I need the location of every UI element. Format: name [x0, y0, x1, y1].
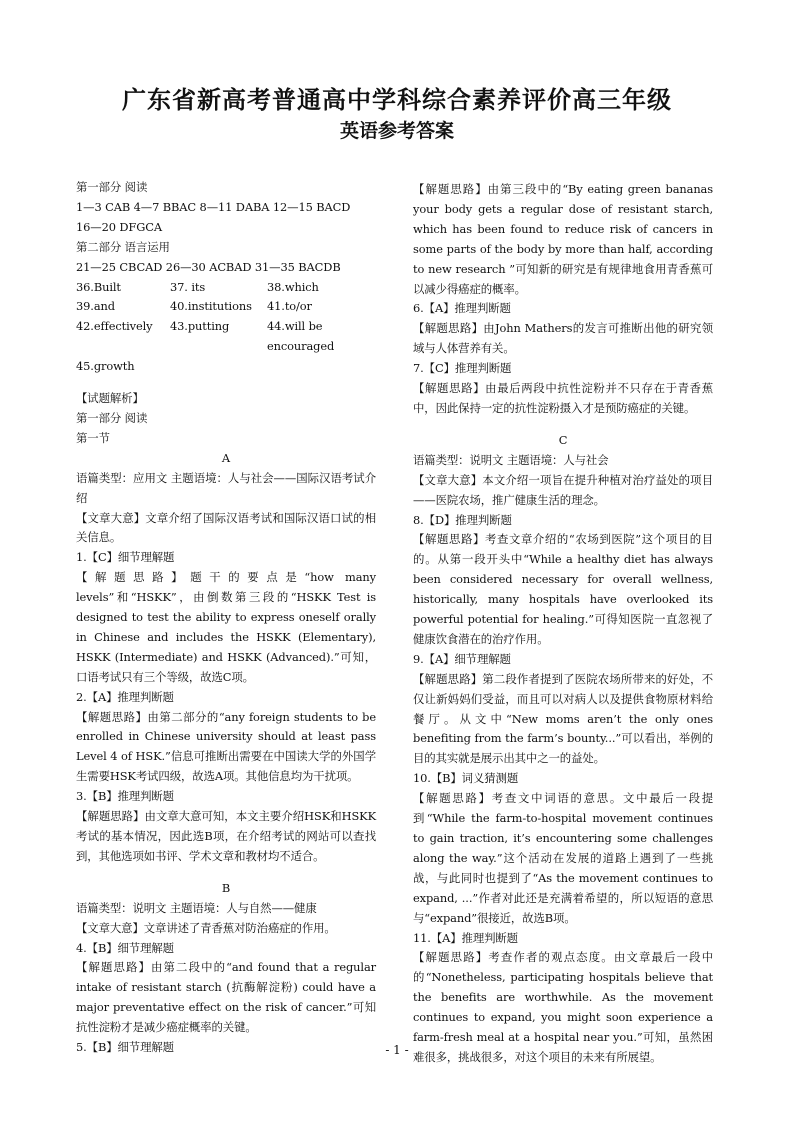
- passage-b-type: 语篇类型：说明文 主题语境：人与自然——健康: [76, 900, 317, 915]
- answers-part2-heading: 第二部分 语言运用: [76, 239, 170, 254]
- question-explanation: 【解题思路】第二段作者提到了医院农场所带来的好处，不仅让新妈妈们受益，而且可以对病人以及提供食物原材料给餐厅。从文中“New moms aren’t the only ones benefiting from the farm’s bounty...”可以看出，举例的目的其实就是展示出其中之一的益处。: [413, 671, 713, 766]
- fill-answer: 40.institutions: [170, 299, 252, 314]
- right-column: [413, 180, 713, 1068]
- question-explanation: 【解题思路】题干的要点是“how many levels”和“HSKK”，由倒数第三段的“HSKK Test is designed to test the ability to express oneself orally in Chinese and includes the HSKK (Elementary), HSKK (Intermediate) and HSKK (Advanced).”可知，口语考试只有三个等级，故选C项。: [76, 570, 376, 684]
- passage-c-label: C: [558, 432, 568, 447]
- analysis-section: 第一节: [76, 430, 110, 445]
- fill-answer: 36.Built: [76, 279, 121, 294]
- fill-answers-row: [76, 317, 376, 357]
- question-answer: 1.【C】细节理解题: [76, 550, 175, 565]
- fill-answer: 43.putting: [170, 319, 230, 334]
- answers-part1-line: 1—3 CAB 4—7 BBAC 8—11 DABA 12—15 BACD: [76, 199, 351, 214]
- question-explanation: 【解题思路】由第三段中的“By eating green bananas your body gets a regular dose of resistant starch, which has been found to reduce risk of cancers in some parts of the body by more than half, according to new research ”可知新的研究是有规律地食用青香蕉可以减少得癌症的概率。: [413, 182, 713, 296]
- question-explanation: 【解题思路】由John Mathers的发言可推断出他的研究领域与人体营养有关。: [413, 321, 713, 356]
- question-explanation: 【解题思路】由第二部分的“any foreign students to be enrolled in Chinese university should at least pass Level 4 of HSK.”信息可推断出需要在中国读大学的外国学生需要HSK考试四级，故选A项。其他信息均为干扰项。: [76, 709, 376, 784]
- passage-a-type: 语篇类型：应用文 主题语境：人与社会——国际汉语考试介绍: [76, 470, 376, 505]
- question-answer: 10.【B】词义猜测题: [413, 771, 519, 786]
- fill-answer: 45.growth: [76, 359, 135, 374]
- question-explanation: 【解题思路】由文章大意可知，本文主要介绍HSK和HSKK考试的基本情况，因此选B项，在介绍考试的网站可以查找到，其他选项如书评、学术文章和教材均不适合。: [76, 809, 376, 863]
- question-explanation: 【解题思路】由第二段中的“and found that a regular intake of resistant starch (抗酶解淀粉) could have a major preventative effect on the risk of cancer.”可知抗性淀粉才是减少癌症概率的关键。: [76, 960, 376, 1035]
- left-column: [76, 178, 376, 1058]
- document-title: 广东省新高考普通高中学科综合素养评价高三年级: [122, 85, 672, 114]
- document-subtitle: 英语参考答案: [339, 120, 454, 142]
- answers-part1-heading: 第一部分 阅读: [76, 180, 148, 194]
- question-answer: 6.【A】推理判断题: [413, 301, 511, 316]
- passage-b-summary: 【文章大意】文章讲述了青香蕉对防治癌症的作用。: [76, 920, 336, 935]
- question-answer: 7.【C】推理判断题: [413, 361, 512, 376]
- question-explanation: 【解题思路】由最后两段中抗性淀粉并不只存在于青香蕉中，因此保持一定的抗性淀粉摄入才是预防癌症的关键。: [413, 381, 713, 415]
- question-explanation: 【解题思路】考查文中词语的意思。文中最后一段提到“While the farm-to-hospital movement continues to gain traction, it’s encountering some challenges along the way.”这个活动在发展的道路上遇到了一些挑战，与此同时也提到了“As the movement continues to expand, ...”作者对此还是充满着希望的，所以短语的意思与“expand”很接近，故选B项。: [413, 791, 713, 925]
- fill-answer: 37. its: [170, 279, 206, 294]
- question-answer: 4.【B】细节理解题: [76, 940, 174, 955]
- passage-a-label: A: [221, 450, 231, 465]
- passage-b-label: B: [221, 880, 231, 895]
- analysis-part: 第一部分 阅读: [76, 410, 148, 425]
- fill-answer: 39.and: [76, 299, 115, 314]
- question-explanation: 【解题思路】考查文章介绍的“农场到医院”这个项目的目的。从第一段开头中“While a healthy diet has always been considered necessary for overall wellness, historically, many hospitals have overlooked its powerful potential for healing.”可得知医院一直忽视了健康饮食潜在的治疗作用。: [413, 532, 713, 646]
- question-answer: 5.【B】细节理解题: [76, 1040, 174, 1055]
- question-answer: 3.【B】推理判断题: [76, 789, 174, 804]
- question-answer: 2.【A】推理判断题: [76, 689, 174, 704]
- fill-answers-row: [76, 297, 376, 317]
- passage-a-summary: 【文章大意】文章介绍了国际汉语考试和国际汉语口试的相关信息。: [76, 510, 376, 545]
- question-answer: 9.【A】细节理解题: [413, 651, 511, 666]
- fill-answer: 41.to/or: [267, 299, 312, 314]
- answers-part1-line: 16—20 DFGCA: [76, 219, 162, 234]
- analysis-heading: 【试题解析】: [76, 391, 144, 406]
- answers-part2-line: 21—25 CBCAD 26—30 ACBAD 31—35 BACDB: [76, 259, 341, 274]
- fill-answers-row: [76, 278, 376, 298]
- page-number: - 1 -: [385, 1043, 409, 1057]
- question-answer: 8.【D】推理判断题: [413, 512, 512, 527]
- fill-answer: 38.which: [267, 279, 319, 294]
- fill-answer: 42.effectively: [76, 319, 153, 334]
- passage-c-summary: 【文章大意】本文介绍一项旨在提升种植对治疗益处的项目——医院农场，推广健康生活的理念。: [413, 472, 713, 507]
- question-answer: 11.【A】推理判断题: [413, 930, 518, 945]
- question-explanation: 【解题思路】考查作者的观点态度。由文章最后一段中的“Nonetheless, participating hospitals believe that the benefits are worthwhile. As the movement continues to expand, you might soon experience a farm-fresh meal at a hospital near you.”可知，虽然困难很多，挑战很多，对这个项目的未来有所展望。: [413, 950, 713, 1064]
- passage-c-type: 语篇类型：说明文 主题语境：人与社会: [413, 452, 609, 467]
- fill-answer: 44.will be encouraged: [267, 319, 335, 354]
